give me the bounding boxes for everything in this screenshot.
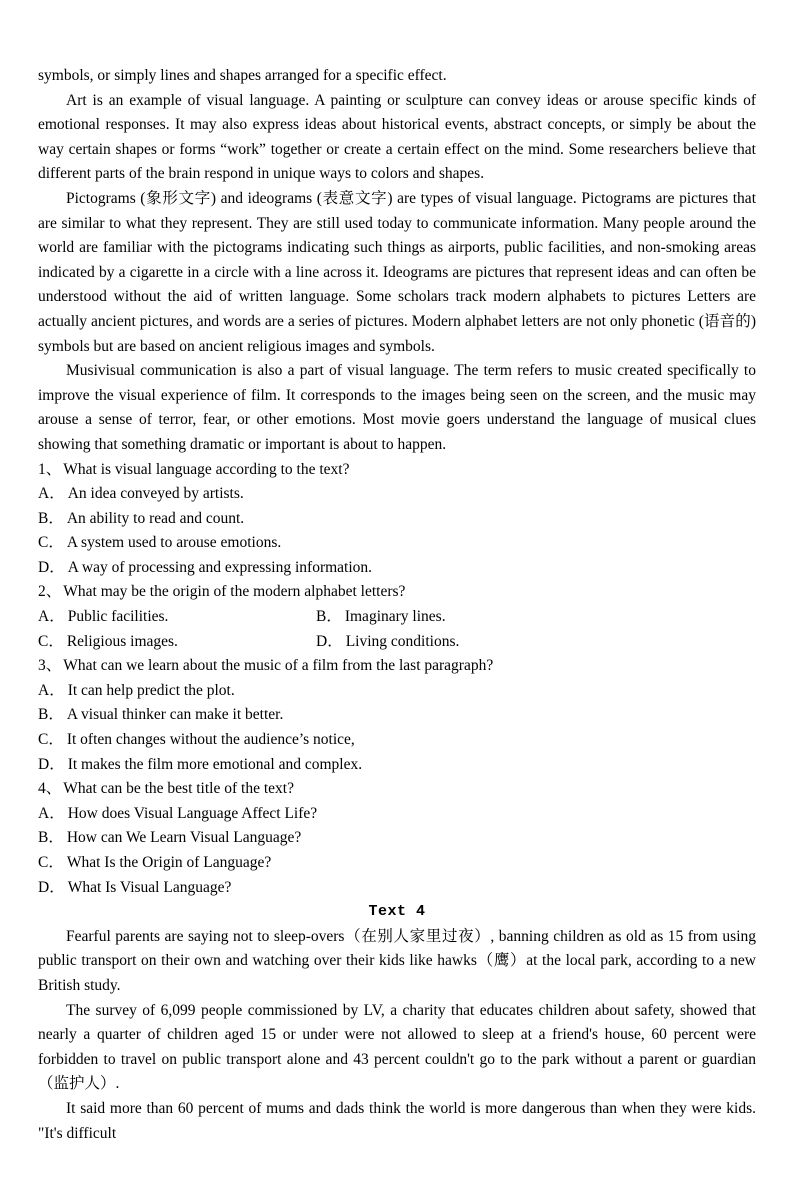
question-number: 3、 xyxy=(38,657,62,675)
option-label: A． xyxy=(38,681,65,699)
text4-paragraph-fearful-parents: Fearful parents are saying not to sleep-overs（在别人家里过夜）, banning children as old as 15 from using public transport on their own and watching over their kids like hawks（鹰）at the local park, according to a new British study. xyxy=(38,927,756,994)
question-3 xyxy=(38,654,756,777)
option-text: An idea conveyed by artists. xyxy=(67,485,244,503)
question-stem xyxy=(38,777,756,802)
option-text: It makes the film more emotional and complex. xyxy=(67,755,363,773)
text4-paragraph-mums-dads: It said more than 60 percent of mums and dads think the world is more dangerous than when they were kids. "It's difficult xyxy=(38,1099,756,1142)
article-paragraph-art: Art is an example of visual language. A painting or sculpture can convey ideas or arouse specific kinds of emotional responses. It may also express ideas about historical events, abstract concepts, or simply be about the way certain shapes or forms “work” together or create a certain effect on the mind. Some researchers believe that different parts of the brain respond in unique ways to colors and shapes. xyxy=(38,91,756,183)
option-label: D． xyxy=(38,558,65,576)
option-label: B． xyxy=(38,509,64,527)
option-text: What Is the Origin of Language? xyxy=(66,854,272,871)
option-label: C． xyxy=(38,854,64,871)
question-stem-text: What can we learn about the music of a film from the last paragraph? xyxy=(63,657,494,675)
option-1d xyxy=(38,556,756,581)
option-label: A． xyxy=(38,608,65,626)
option-text: An ability to read and count. xyxy=(66,509,245,527)
question-1 xyxy=(38,458,756,581)
option-label: A． xyxy=(38,485,65,503)
option-text: Public facilities. xyxy=(67,608,169,626)
option-label: C． xyxy=(38,632,64,650)
text4-paragraph-survey: The survey of 6,099 people commissioned by LV, a charity that educates children about safety, showed that nearly a quarter of children aged 15 or under were not allowed to sleep at a friend's house, 60 percent were forbidden to travel on public transport alone and 43 percent couldn't go to the park without a parent or guardian（监护人）. xyxy=(38,1001,756,1093)
option-1c xyxy=(38,531,756,556)
option-4b xyxy=(38,826,756,851)
option-text: Religious images. xyxy=(66,632,178,650)
option-text: Living conditions. xyxy=(345,632,460,650)
paragraph-continuation: symbols, or simply lines and shapes arranged for a specific effect. xyxy=(38,67,447,84)
question-4 xyxy=(38,777,756,900)
option-label: B． xyxy=(38,829,64,847)
option-label: D． xyxy=(38,755,65,773)
option-4c xyxy=(38,851,756,876)
option-2b xyxy=(316,605,756,630)
option-3b xyxy=(38,703,756,728)
article-paragraph-musivisual: Musivisual communication is also a part of visual language. The term refers to music created specifically to improve the visual experience of film. It corresponds to the images being seen on the screen, and the music may arouse a sense of terror, fear, or other emotions. Most movie goers understand the language of musical clues showing that something dramatic or important is about to happen. xyxy=(38,362,756,453)
option-text: It can help predict the plot. xyxy=(67,681,235,699)
option-2a xyxy=(38,605,316,630)
question-stem-text: What is visual language according to the text? xyxy=(63,460,350,478)
question-stem-text: What may be the origin of the modern alphabet letters? xyxy=(63,583,406,601)
option-3d xyxy=(38,753,756,778)
question-stem xyxy=(38,580,756,605)
option-text: A system used to arouse emotions. xyxy=(66,534,282,552)
option-label: B． xyxy=(38,706,64,724)
option-1a xyxy=(38,482,756,507)
option-3a xyxy=(38,679,756,704)
option-label: D． xyxy=(316,632,343,650)
option-text: A visual thinker can make it better. xyxy=(66,706,284,724)
option-text: How can We Learn Visual Language? xyxy=(66,829,302,847)
article-paragraph-pictograms: Pictograms (象形文字) and ideograms (表意文字) are types of visual language. Pictograms are pictures that are similar to what they represent. They are still used today to communicate information. Many people around the world are familiar with the pictograms indicating such things as airports, public facilities, and non-smoking areas indicated by a cigarette in a circle with a line across it. Ideograms are pictures that represent ideas and can often be understood without the aid of written language. Some scholars track modern alphabets to pictures Letters are actually ancient pictures, and words are a series of pictures. Modern alphabet letters are not only phonetic (语音的) symbols but are based on ancient religious images and symbols. xyxy=(38,189,756,355)
option-label: C． xyxy=(38,534,64,552)
option-label: C． xyxy=(38,731,64,749)
option-4a xyxy=(38,802,756,827)
option-2c xyxy=(38,630,316,655)
option-text: How does Visual Language Affect Life? xyxy=(67,804,318,822)
text4-heading: Text 4 xyxy=(368,903,426,921)
question-number: 4、 xyxy=(38,780,62,798)
option-1b xyxy=(38,507,756,532)
option-3c xyxy=(38,728,756,753)
question-stem xyxy=(38,458,756,483)
option-text: A way of processing and expressing information. xyxy=(67,558,373,576)
option-text: It often changes without the audience’s notice, xyxy=(66,731,355,749)
question-2 xyxy=(38,580,756,654)
option-4d xyxy=(38,876,756,901)
question-number: 1、 xyxy=(38,460,62,478)
option-text: What Is Visual Language? xyxy=(67,878,232,896)
option-label: B． xyxy=(316,608,342,626)
question-number: 2、 xyxy=(38,583,62,601)
option-label: D． xyxy=(38,878,65,896)
option-2d xyxy=(316,630,756,655)
option-label: A． xyxy=(38,804,65,822)
options-two-column xyxy=(38,605,756,654)
question-stem xyxy=(38,654,756,679)
question-stem-text: What can be the best title of the text? xyxy=(63,780,294,798)
option-text: Imaginary lines. xyxy=(344,608,446,626)
